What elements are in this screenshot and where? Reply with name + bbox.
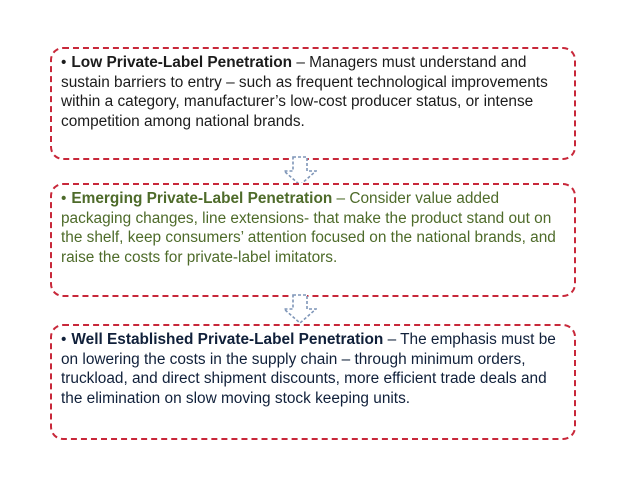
stage-box-low-penetration (50, 47, 576, 160)
bullet: • (61, 190, 67, 207)
down-arrow-icon (283, 156, 317, 186)
bullet: • (61, 54, 67, 71)
down-arrow-icon (283, 294, 317, 324)
stage-heading: Well Established Private-Label Penetration (71, 331, 384, 348)
stage-box-emerging-penetration (50, 183, 576, 297)
stage-heading: Low Private-Label Penetration (71, 54, 293, 71)
bullet: • (61, 331, 67, 348)
stage-description: – The emphasis must be on lowering the costs in the supply chain – through minimum orders, truckload, and direct shipment discounts, more efficient trade deals and the elimination on slow moving stock keeping units. (61, 331, 556, 407)
stage-heading: Emerging Private-Label Penetration (71, 190, 333, 207)
stage-description: – Consider value added packaging changes, line extensions- that make the product stand out on the shelf, keep consumers’ attention focused on the national brands, and raise the costs for private-label imitators. (61, 190, 556, 266)
stage-box-established-penetration (50, 324, 576, 440)
stage-description: – Managers must understand and sustain barriers to entry – such as frequent technological improvements within a category, manufacturer’s low-cost producer status, or intense competition among national brands. (61, 54, 548, 130)
